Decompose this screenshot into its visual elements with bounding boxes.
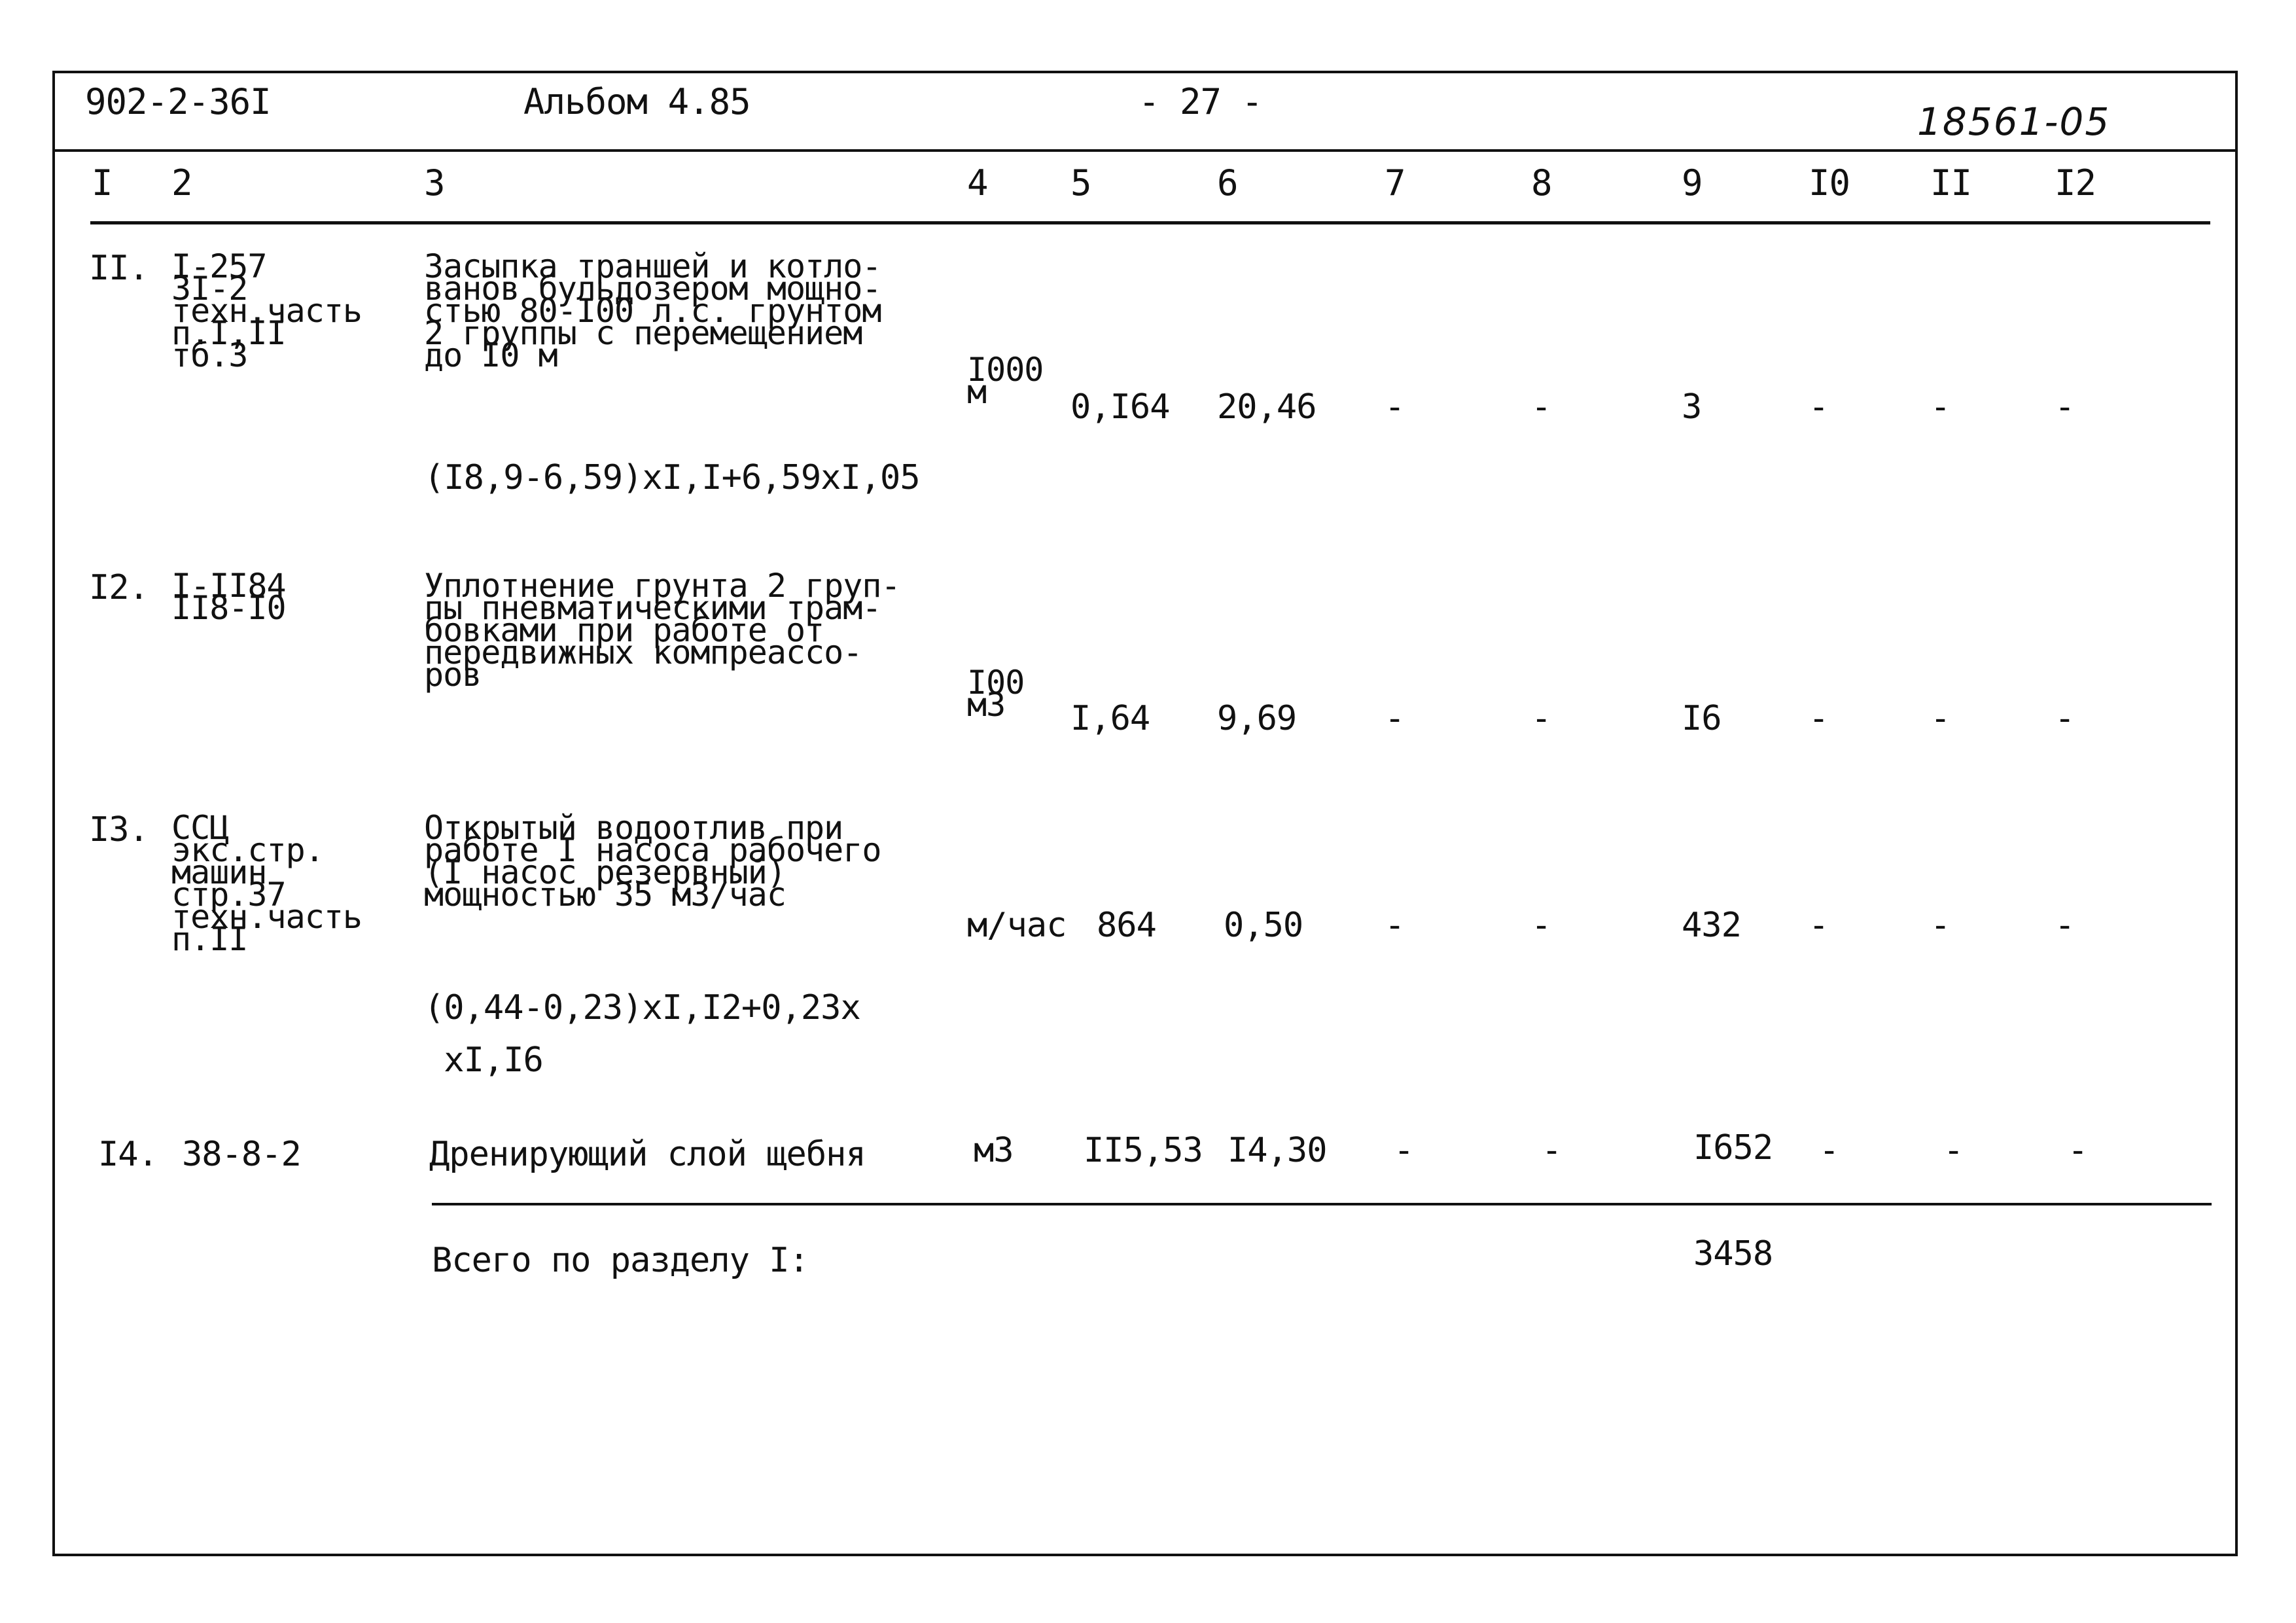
row-number: I2. [89,568,149,607]
row-col12: - [2055,906,2075,945]
row-col7: - [1385,906,1405,945]
frame-right-line [2235,71,2238,1556]
row-unit: м3 [974,1131,1014,1170]
row-col6: 9,69 [1217,699,1297,738]
row-col5: 0,I64 [1070,387,1170,427]
row-col8: - [1531,906,1551,945]
row-col8: - [1531,387,1551,427]
row-col9: 432 [1682,906,1741,945]
row-col10: - [1819,1131,1839,1170]
column-header-12: I2 [2055,162,2096,204]
row-reference: I-II84 II8-I0 [171,567,286,627]
column-header-5: 5 [1070,162,1091,204]
row-col12: - [2055,699,2075,738]
page-number: - 27 - [1139,81,1263,122]
column-header-1: I [92,162,113,204]
row-formula: (I8,9-6,59)xI,I+6,59xI,05 [424,458,920,497]
row-col10: - [1809,906,1829,945]
column-header-10: I0 [1809,162,1850,204]
column-header-7: 7 [1385,162,1405,204]
row-unit: I00 м3 [967,664,1025,724]
frame-left-line [52,71,55,1556]
row-col5: 864 [1097,906,1156,945]
row-col6: I4,30 [1227,1131,1327,1170]
column-header-2: 2 [171,162,192,204]
row-description: Дренирующий слой щебня [429,1135,866,1174]
row-formula: (0,44-0,23)xI,I2+0,23x xI,I6 [424,988,860,1080]
row-col7: - [1385,387,1405,427]
column-header-9: 9 [1682,162,1703,204]
row-col11: - [1930,906,1951,945]
row-col9: I6 [1682,699,1722,738]
total-label: Всего по разделу I: [432,1241,809,1280]
row-col9: 3 [1682,387,1702,427]
row-number: II. [89,249,149,288]
row-col7: - [1394,1131,1414,1170]
row-col8: - [1531,699,1551,738]
row-col11: - [1943,1131,1964,1170]
frame-bottom-line [52,1554,2238,1556]
row-col7: - [1385,699,1405,738]
column-header-3: 3 [424,162,445,204]
row-col12: - [2068,1131,2088,1170]
handwritten-number: 18561-05 [1917,99,2111,144]
total-rule-line [432,1203,2212,1205]
document-code: 902-2-36I [85,81,271,122]
row-col12: - [2055,387,2075,427]
row-reference: 38-8-2 [182,1135,301,1174]
column-header-4: 4 [967,162,988,204]
row-reference: I-257 3I-2 техн.часть п.I,II тб.3 [171,247,362,374]
row-reference: ССЦ экс.стр. машин стр.37 техн.часть п.II [171,809,362,958]
row-description: Открытый водоотлив при работе I насоса рабочего (I насос резервный) мощностью 35 м3/час [424,809,881,914]
row-number: I3. [89,810,149,849]
row-col5: I,64 [1070,699,1150,738]
row-col6: 0,50 [1224,906,1303,945]
row-number: I4. [98,1135,158,1174]
column-header-underline [90,221,2210,224]
total-value: 3458 [1693,1234,1773,1274]
row-description: Уплотнение грунта 2 груп- пы пневматическими трам- бовками при работе от передвижных компреассо- ров [424,567,900,694]
row-description: Засыпка траншей и котло- ванов бульдозером мощно- стью 80-I00 л.с. грунтом 2 группы с перемещением до I0 м [424,247,881,374]
row-col10: - [1809,699,1829,738]
row-col5: II5,53 [1084,1131,1203,1170]
album-label: Альбом 4.85 [523,81,751,122]
row-col11: - [1930,387,1951,427]
row-col10: - [1809,387,1829,427]
row-col11: - [1930,699,1951,738]
column-header-6: 6 [1217,162,1238,204]
header-divider-line [52,149,2238,152]
frame-top-line [52,71,2238,73]
row-unit: I000 м [967,351,1044,411]
column-header-8: 8 [1531,162,1552,204]
column-header-11: II [1930,162,1972,204]
row-unit: м/час [967,906,1067,945]
row-col6: 20,46 [1217,387,1316,427]
row-col9: I652 [1693,1128,1773,1168]
row-col8: - [1542,1131,1562,1170]
